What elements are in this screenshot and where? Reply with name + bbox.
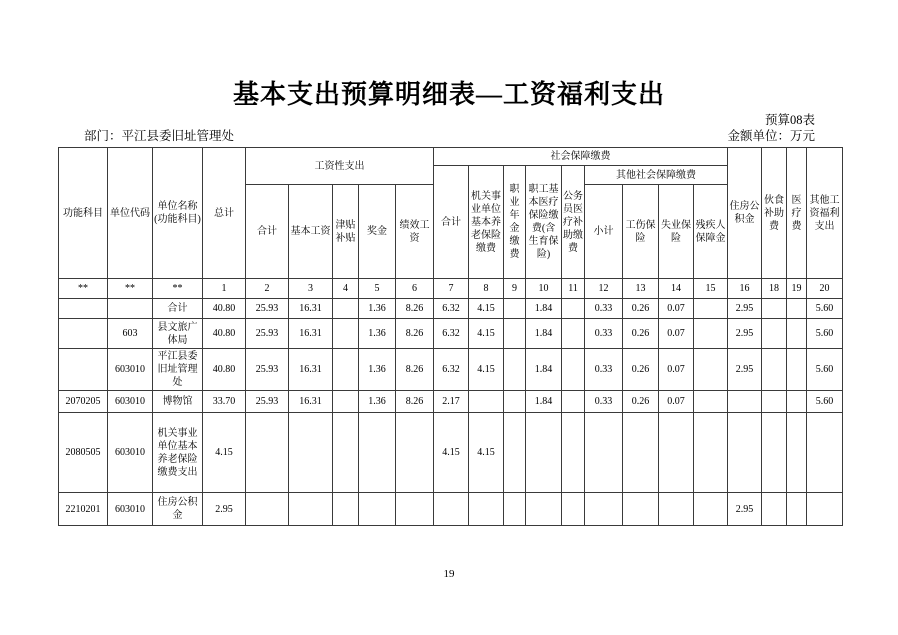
- table-body: [59, 299, 843, 526]
- cell-value: 33.70: [203, 391, 246, 413]
- cell-value: 2.95: [728, 319, 762, 349]
- header-grand-total: 总计: [203, 148, 246, 279]
- cell-value: [787, 319, 807, 349]
- cell-value: [562, 319, 585, 349]
- cell-value: [762, 349, 787, 391]
- cell-value: [504, 391, 526, 413]
- amount-unit-label: 金额单位：万元: [727, 129, 815, 143]
- cell-value: [762, 413, 787, 493]
- budget-table: [58, 147, 843, 526]
- table-row: [59, 299, 843, 319]
- table-row: [59, 413, 843, 493]
- cell-value: 6.32: [434, 319, 469, 349]
- index-cell: 19: [787, 279, 807, 299]
- header-medical-insurance: 职工基本医疗保险缴费(含生育保险): [526, 166, 562, 279]
- cell-function-code: 2210201: [59, 493, 108, 526]
- table-row: [59, 349, 843, 391]
- index-cell: **: [59, 279, 108, 299]
- header-wage-total: 合计: [246, 185, 289, 279]
- cell-value: 4.15: [469, 299, 504, 319]
- cell-value: 4.15: [469, 349, 504, 391]
- cell-value: 16.31: [289, 391, 333, 413]
- header-band-row-1: [59, 148, 843, 166]
- header-pension-insurance: 机关事业单位基本养老保险缴费: [469, 166, 504, 279]
- cell-value: 0.33: [585, 319, 623, 349]
- header-unit-code: 单位代码: [108, 148, 153, 279]
- meta-row: [84, 129, 815, 144]
- header-group-social-security: 社会保障缴费: [434, 148, 728, 166]
- cell-value: 6.32: [434, 299, 469, 319]
- index-cell: 6: [396, 279, 434, 299]
- cell-value: [694, 299, 728, 319]
- cell-value: [762, 493, 787, 526]
- cell-value: [504, 413, 526, 493]
- cell-value: [694, 319, 728, 349]
- cell-value: 8.26: [396, 319, 434, 349]
- cell-value: [623, 413, 659, 493]
- cell-value: [787, 413, 807, 493]
- cell-value: 0.07: [659, 349, 694, 391]
- cell-value: [333, 391, 359, 413]
- cell-value: 40.80: [203, 319, 246, 349]
- page-title: 基本支出预算明细表—工资福利支出: [232, 80, 665, 109]
- cell-value: [562, 391, 585, 413]
- header-allowance: 津贴补贴: [333, 185, 359, 279]
- index-cell: 20: [807, 279, 843, 299]
- header-function-subject: 功能科目: [59, 148, 108, 279]
- cell-unit-code: [108, 299, 153, 319]
- cell-unit-code: 603010: [108, 349, 153, 391]
- header-basic-wage: 基本工资: [289, 185, 333, 279]
- index-cell: 7: [434, 279, 469, 299]
- cell-unit-name: 县文旅广体局: [153, 319, 203, 349]
- index-cell: 10: [526, 279, 562, 299]
- cell-value: [728, 391, 762, 413]
- cell-value: [469, 391, 504, 413]
- cell-value: 0.07: [659, 299, 694, 319]
- index-row: [59, 279, 843, 299]
- cell-value: [807, 413, 843, 493]
- cell-value: 8.26: [396, 299, 434, 319]
- cell-value: [333, 319, 359, 349]
- cell-value: [396, 493, 434, 526]
- department-label: 部门：平江县委旧址管理处: [84, 129, 235, 143]
- header-meal-subsidy: 伙食补助费: [762, 148, 787, 279]
- cell-unit-code: 603: [108, 319, 153, 349]
- cell-value: 5.60: [807, 319, 843, 349]
- cell-value: 40.80: [203, 299, 246, 319]
- cell-value: [694, 493, 728, 526]
- header-other-social-subtotal: 小计: [585, 185, 623, 279]
- cell-value: [246, 493, 289, 526]
- cell-value: [659, 413, 694, 493]
- cell-unit-code: 603010: [108, 493, 153, 526]
- header-injury-insurance: 工伤保险: [623, 185, 659, 279]
- cell-value: 0.26: [623, 349, 659, 391]
- cell-unit-name: 住房公积金: [153, 493, 203, 526]
- header-unemployment-insurance: 失业保险: [659, 185, 694, 279]
- cell-value: 1.36: [359, 349, 396, 391]
- cell-value: 40.80: [203, 349, 246, 391]
- cell-function-code: 2070205: [59, 391, 108, 413]
- index-cell: **: [153, 279, 203, 299]
- cell-value: 2.95: [728, 299, 762, 319]
- cell-value: [504, 299, 526, 319]
- header-social-total: 合计: [434, 166, 469, 279]
- cell-value: [762, 319, 787, 349]
- cell-value: [504, 349, 526, 391]
- cell-value: [623, 493, 659, 526]
- cell-value: 1.36: [359, 299, 396, 319]
- index-cell: 4: [333, 279, 359, 299]
- cell-value: [585, 493, 623, 526]
- cell-value: [728, 413, 762, 493]
- cell-value: 6.32: [434, 349, 469, 391]
- cell-value: 25.93: [246, 299, 289, 319]
- cell-value: 0.07: [659, 391, 694, 413]
- header-housing-fund: 住房公积金: [728, 148, 762, 279]
- cell-value: [694, 391, 728, 413]
- cell-value: 5.60: [807, 349, 843, 391]
- cell-value: [787, 493, 807, 526]
- cell-value: 16.31: [289, 299, 333, 319]
- header-occupational-annuity: 职业年金缴费: [504, 166, 526, 279]
- cell-value: [359, 493, 396, 526]
- cell-value: 25.93: [246, 391, 289, 413]
- cell-value: 0.33: [585, 391, 623, 413]
- cell-unit-name: 合计: [153, 299, 203, 319]
- index-cell: **: [108, 279, 153, 299]
- cell-value: [504, 493, 526, 526]
- cell-function-code: [59, 299, 108, 319]
- cell-value: 0.26: [623, 319, 659, 349]
- cell-function-code: 2080505: [59, 413, 108, 493]
- index-cell: 14: [659, 279, 694, 299]
- cell-value: [694, 413, 728, 493]
- cell-value: [807, 493, 843, 526]
- cell-unit-name: 博物馆: [153, 391, 203, 413]
- cell-value: [333, 493, 359, 526]
- cell-value: [562, 413, 585, 493]
- index-cell: 11: [562, 279, 585, 299]
- index-cell: 16: [728, 279, 762, 299]
- header-unit-name: 单位名称(功能科目): [153, 148, 203, 279]
- page-number: 19: [443, 568, 455, 580]
- cell-value: 0.26: [623, 391, 659, 413]
- index-cell: 1: [203, 279, 246, 299]
- header-group-wage-expense: 工资性支出: [246, 148, 434, 185]
- cell-value: [787, 299, 807, 319]
- cell-value: [434, 493, 469, 526]
- cell-value: [585, 413, 623, 493]
- cell-unit-code: 603010: [108, 413, 153, 493]
- cell-value: 4.15: [469, 413, 504, 493]
- cell-value: [787, 391, 807, 413]
- cell-value: 16.31: [289, 319, 333, 349]
- cell-value: 1.84: [526, 349, 562, 391]
- header-civil-servant-medical: 公务员医疗补助缴费: [562, 166, 585, 279]
- header-disability-fund: 残疾人保障金: [694, 185, 728, 279]
- index-cell: 5: [359, 279, 396, 299]
- cell-value: [659, 493, 694, 526]
- cell-value: [562, 493, 585, 526]
- cell-unit-name: 机关事业单位基本养老保险缴费支出: [153, 413, 203, 493]
- cell-value: 5.60: [807, 391, 843, 413]
- cell-value: [562, 299, 585, 319]
- form-number-label: 预算08表: [764, 113, 815, 127]
- cell-value: 8.26: [396, 391, 434, 413]
- index-cell: 13: [623, 279, 659, 299]
- index-cell: 12: [585, 279, 623, 299]
- cell-value: [787, 349, 807, 391]
- header-bonus: 奖金: [359, 185, 396, 279]
- cell-unit-code: 603010: [108, 391, 153, 413]
- cell-value: 0.33: [585, 299, 623, 319]
- cell-value: [333, 413, 359, 493]
- cell-value: 0.33: [585, 349, 623, 391]
- cell-value: 1.36: [359, 319, 396, 349]
- cell-value: [762, 299, 787, 319]
- cell-value: [396, 413, 434, 493]
- cell-value: 0.07: [659, 319, 694, 349]
- cell-value: [246, 413, 289, 493]
- cell-value: 16.31: [289, 349, 333, 391]
- table-row: [59, 319, 843, 349]
- index-cell: 8: [469, 279, 504, 299]
- cell-unit-name: 平江县委旧址管理处: [153, 349, 203, 391]
- cell-value: 25.93: [246, 349, 289, 391]
- index-cell: 3: [289, 279, 333, 299]
- cell-value: [762, 391, 787, 413]
- table-row: [59, 391, 843, 413]
- cell-value: 4.15: [203, 413, 246, 493]
- index-cell: 18: [762, 279, 787, 299]
- cell-value: [289, 413, 333, 493]
- cell-value: 1.84: [526, 299, 562, 319]
- cell-value: 8.26: [396, 349, 434, 391]
- header-performance-wage: 绩效工资: [396, 185, 434, 279]
- cell-value: 2.95: [728, 349, 762, 391]
- cell-value: 0.26: [623, 299, 659, 319]
- index-cell: 2: [246, 279, 289, 299]
- cell-value: 5.60: [807, 299, 843, 319]
- index-cell: 9: [504, 279, 526, 299]
- cell-value: 2.17: [434, 391, 469, 413]
- header-other-welfare: 其他工资福利支出: [807, 148, 843, 279]
- cell-value: [526, 413, 562, 493]
- cell-value: [469, 493, 504, 526]
- header-group-other-social: 其他社会保障缴费: [585, 166, 728, 185]
- cell-value: 2.95: [203, 493, 246, 526]
- cell-value: 25.93: [246, 319, 289, 349]
- cell-value: [526, 493, 562, 526]
- cell-value: [562, 349, 585, 391]
- cell-function-code: [59, 319, 108, 349]
- cell-value: 1.84: [526, 391, 562, 413]
- header-medical-fee: 医疗费: [787, 148, 807, 279]
- cell-value: [694, 349, 728, 391]
- cell-value: 4.15: [434, 413, 469, 493]
- index-cell: 15: [694, 279, 728, 299]
- table-row: [59, 493, 843, 526]
- cell-value: [359, 413, 396, 493]
- cell-value: [289, 493, 333, 526]
- cell-function-code: [59, 349, 108, 391]
- cell-value: 2.95: [728, 493, 762, 526]
- cell-value: 1.84: [526, 319, 562, 349]
- cell-value: [333, 299, 359, 319]
- cell-value: [504, 319, 526, 349]
- cell-value: 1.36: [359, 391, 396, 413]
- cell-value: 4.15: [469, 319, 504, 349]
- cell-value: [333, 349, 359, 391]
